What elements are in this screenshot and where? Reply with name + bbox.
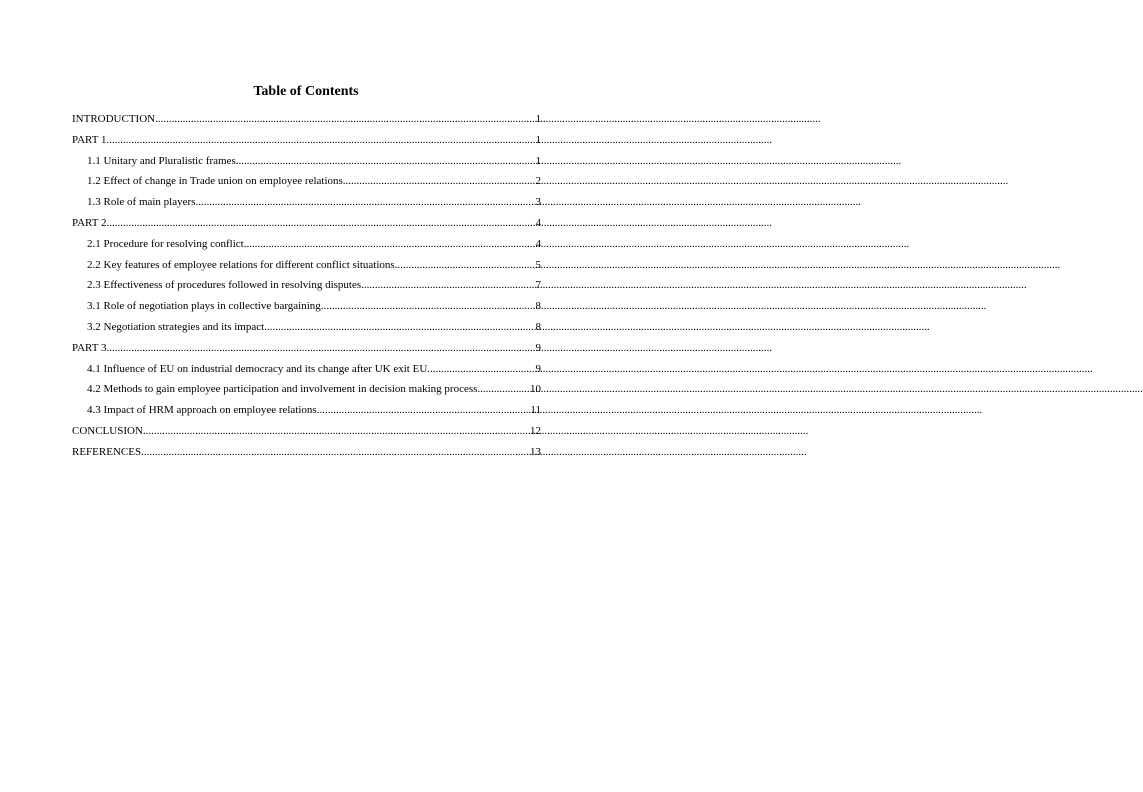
toc-dot-leader xyxy=(107,216,536,230)
toc-entry[interactable] xyxy=(72,445,541,466)
toc-entry[interactable] xyxy=(72,362,541,383)
toc-entry[interactable] xyxy=(72,278,541,299)
toc-entry-label: PART 3 xyxy=(72,341,107,354)
toc-dot-leader xyxy=(321,299,536,313)
toc-dot-leader xyxy=(107,341,536,355)
toc-entry-page-number: 8 xyxy=(535,300,541,313)
toc-dot-leader xyxy=(343,174,536,188)
toc-entry-page-number: 4 xyxy=(535,237,541,250)
toc-entry-page-number: 5 xyxy=(535,258,541,271)
toc-dot-leader xyxy=(107,133,536,147)
toc-entry-label: CONCLUSION xyxy=(72,424,143,437)
toc-dot-leader xyxy=(244,237,536,251)
toc-entry-label: 4.2 Methods to gain employee participation and involvement in decision making process xyxy=(87,383,478,396)
toc-entry[interactable] xyxy=(72,195,541,216)
toc-entry[interactable] xyxy=(72,403,541,424)
toc-list xyxy=(72,112,541,466)
toc-entry-page-number: 12 xyxy=(530,424,541,437)
toc-entry-page-number: 1 xyxy=(535,113,541,125)
toc-dot-leader xyxy=(236,154,536,168)
toc-title: Table of Contents xyxy=(253,84,359,99)
toc-entry-label: 2.3 Effectiveness of procedures followed in resolving disputes xyxy=(87,279,362,292)
toc-entry-page-number: 4 xyxy=(535,216,541,229)
toc-entry-page-number: 10 xyxy=(530,383,541,396)
toc-dot-leader xyxy=(427,362,535,376)
toc-entry[interactable] xyxy=(72,112,541,133)
toc-entry-label: 2.1 Procedure for resolving conflict xyxy=(87,237,244,250)
toc-entry-page-number: 11 xyxy=(530,404,541,417)
toc-entry-page-number: 9 xyxy=(535,362,541,375)
toc-entry-label: INTRODUCTION xyxy=(72,113,156,125)
toc-entry[interactable] xyxy=(72,424,541,445)
toc-entry[interactable] xyxy=(72,154,541,175)
toc-entry[interactable] xyxy=(72,174,541,195)
toc-entry-page-number: 9 xyxy=(535,341,541,354)
toc-dot-leader xyxy=(155,112,535,126)
toc-entry-label: 4.1 Influence of EU on industrial democracy and its change after UK exit EU xyxy=(87,362,428,375)
toc-dot-leader xyxy=(361,278,535,292)
toc-entry-label: 1.3 Role of main players xyxy=(87,196,196,209)
toc-entry-label: 2.2 Key features of employee relations for different conflict situations xyxy=(87,258,395,271)
toc-dot-leader xyxy=(141,445,530,459)
toc-dot-leader xyxy=(195,195,535,209)
toc-entry-page-number: 8 xyxy=(535,320,541,333)
toc-entry-page-number: 1 xyxy=(535,154,541,167)
toc-entry-label: 3.1 Role of negotiation plays in collective bargaining xyxy=(87,300,321,313)
toc-entry-label: 3.2 Negotiation strategies and its impact xyxy=(87,320,265,333)
toc-entry-label: PART 2 xyxy=(72,216,107,229)
toc-entry-label: 1.2 Effect of change in Trade union on employee relations xyxy=(87,175,343,188)
toc-entry[interactable] xyxy=(72,299,541,320)
toc-entry[interactable] xyxy=(72,258,541,279)
toc-entry[interactable] xyxy=(72,382,541,403)
toc-entry-page-number: 2 xyxy=(535,175,541,188)
toc-entry-label: 4.3 Impact of HRM approach on employee relations xyxy=(87,404,317,417)
toc-entry-page-number: 13 xyxy=(530,445,541,458)
toc-dot-leader xyxy=(143,424,530,438)
toc-entry[interactable] xyxy=(72,320,541,341)
toc-entry[interactable] xyxy=(72,237,541,258)
toc-entry[interactable] xyxy=(72,133,541,154)
toc-entry-page-number: 7 xyxy=(535,279,541,292)
toc-entry-page-number: 3 xyxy=(535,196,541,209)
toc-entry-label: REFERENCES xyxy=(72,445,142,458)
toc-dot-leader xyxy=(395,258,536,272)
toc-entry-page-number: 1 xyxy=(535,133,541,146)
toc-dot-leader xyxy=(264,320,535,334)
toc-dot-leader xyxy=(477,382,530,396)
toc-entry[interactable] xyxy=(72,216,541,237)
toc-entry[interactable] xyxy=(72,341,541,362)
toc-entry-label: 1.1 Unitary and Pluralistic frames xyxy=(87,154,236,167)
toc-entry-label: PART 1 xyxy=(72,133,107,146)
toc-dot-leader xyxy=(317,403,531,417)
